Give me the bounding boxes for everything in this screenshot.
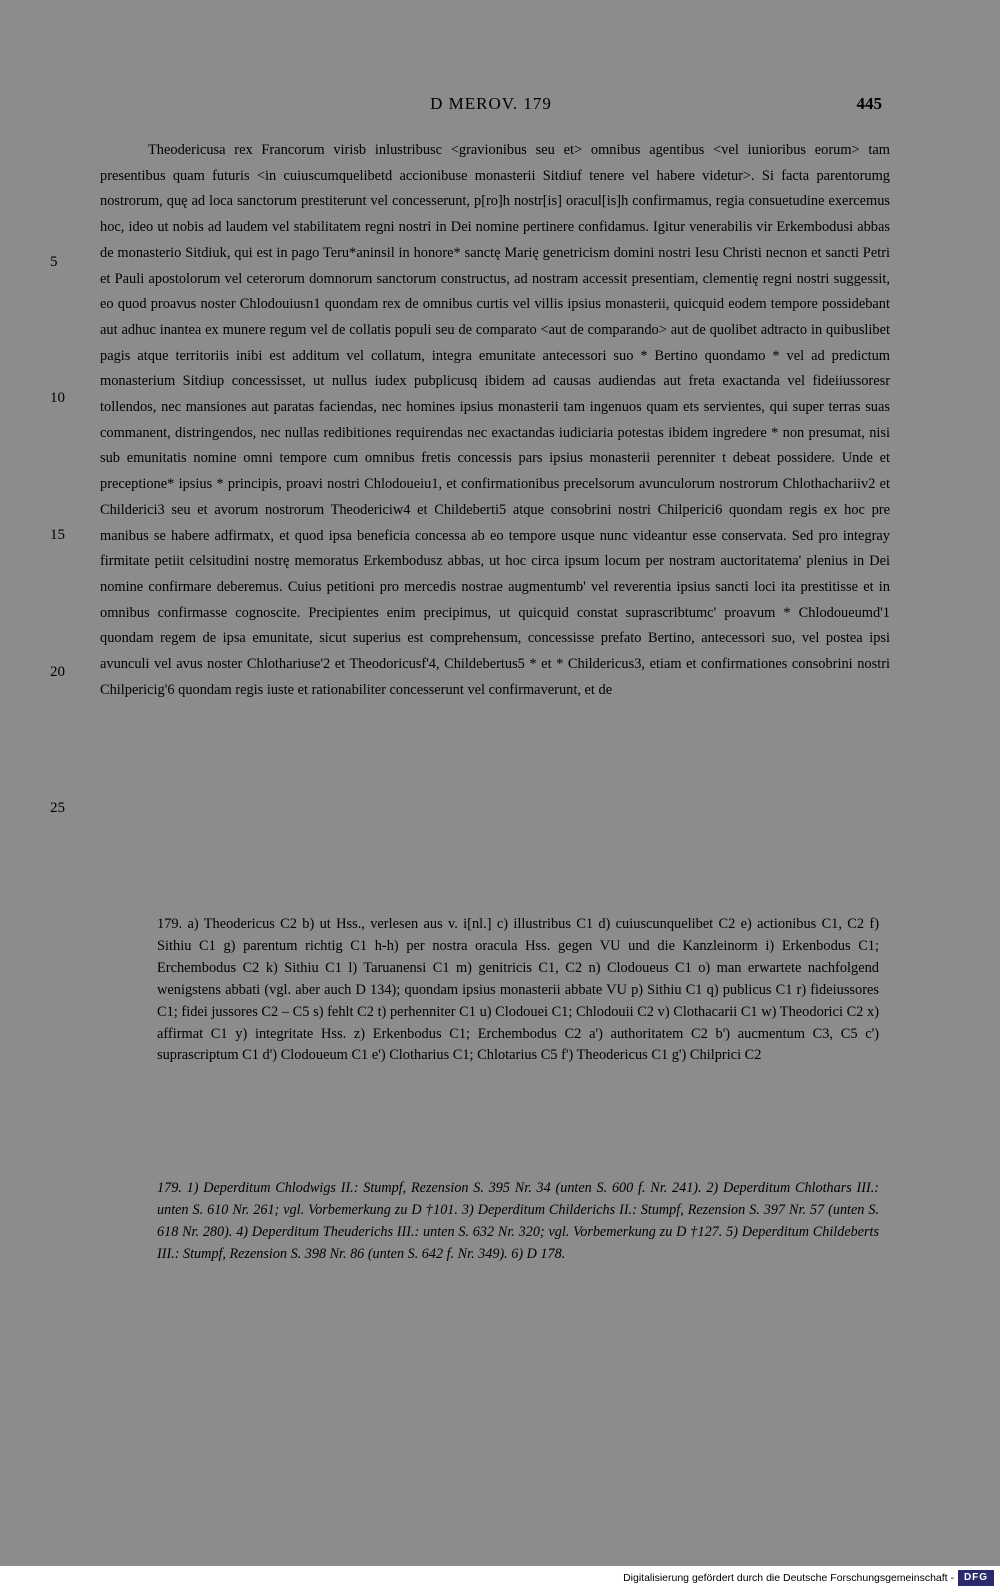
running-title: D MEROV. 179	[430, 94, 552, 113]
running-head	[100, 94, 882, 118]
footer-bar	[0, 1566, 1000, 1590]
charter-text	[100, 138, 890, 703]
line-number: 15	[50, 527, 65, 543]
charter-paragraph: Theodericusa rex Francorum virisb inlustribusc <gravionibus seu et> omnibus agentibus <vel iunioribus eorum> tam presentibus quam futuris <in cuiuscumquelibetd accionibuse monasterii Sitdiuf tenere vel habere videtur>. Si facta parentorumg nostrorum, quę ad loca sanctorum prestiterunt vel concesserunt, p[ro]h nostr[is] oracul[is]h confirmamus, regia consuetudine exercemus hoc, ideo ut nobis ad laudem vel stabilitatem regni nostri in Dei nomine pertinere confidamus. Igitur venerabilis vir Erkembodusi abbas de monasterio Sitdiuk, qui est in pago Teru*aninsil in honore* sanctę Marię genetricism domini nostri Iesu Christi necnon et sancti Petri et Pauli apostolorum vel ceterorum domnorum sanctorum constructus, ad nostram accessit presentiam, clementię regni nostri suggessit, eo quod proavus noster Chlodouiusn1 quondam rex de omnibus curtis vel villis ipsius monasterii, quicquid eodem tempore possidebant aut adhuc inantea ex munere regum vel de collatis populi seu de comparato <aut de comparando> aut de quolibet adtracto in quibuslibet pagis atque territoriis inibi est additum vel collatum, integra emunitate antecessori suo * Bertino quondamo * vel ad predictum monasterium Sitdiup concessisset, ut nullus iudex pubplicusq ibidem ad causas audiendas aut freta exactanda vel fideiiussoresr tollendos, nec mansiones aut paratas faciendas, nec homines ipsius monasterii tam ingenuos quam ets servientes, qui super terras suas commanent, distringendos, nec nullas redibitiones requirendas nec exactandas iudiciaria potestas ibidem ingredere * non presumat, nisi sub emunitatis nomine omni tempore cum omnibus fretis concessis pars ipsius monasterii perenniter t debeat possidere. Unde et preceptione* ipsius * principis, proavi nostri Chlodoueiu1, et confirmationibus precelsorum avunculorum nostrorum Chlothachariiv2 et Childerici3 seu et avorum nostrorum Theodericiw4 et Childeberti5 atque consobrini nostri Chilperici6 quondam regis ex hoc pre manibus se habere adfirmatx, et quod ipsa beneficia concessa ab eo tempore usque nunc videantur esse conservata. Sed pro integray firmitate petiit celsitudini nostrę memoratus Erkembodusz abbas, ut hoc circa ipsum locum per nostram auctoritatema' plenius in Dei nomine confirmare deberemus. Cuius petitioni pro mercedis nostrae augmentumb' vel reverentia ipsius sancti loci ita prestitisse et in omnibus confirmasse cognoscite. Precipientes enim precipimus, ut quicquid constat suprascribtumc' proavum * Chlodoueumd'1 quondam regem de ipsa emunitate, sicut superius est comprehensum, concessisse prefato Bertino, antecessori suo, vel postea ipsi avunculi vel avus noster Chlothariuse'2 et Theodoricusf'4, Childebertus5 * et * Childericus3, etiam et confirmationes consobrini nostri Chilpericig'6 quondam regis iuste et rationabiliter concesserunt vel confirmaverunt, et de	[100, 142, 890, 698]
line-number: 20	[50, 664, 65, 680]
line-number: 5	[50, 254, 58, 270]
page-number: 445	[856, 94, 882, 113]
critical-apparatus: 179. a) Theodericus C2 b) ut Hss., verlesen aus v. i[nl.] c) illustribus C1 d) cuiuscunquelibet C2 e) actionibus C1, C2 f) Sithiu C1 g) parentum richtig C1 h-h) per nostra oracula Hss. gegen VU und die Kanzleinorm i) Erkenbodus C1; Erchembodus C2 k) Sithiu C1 l) Taruanensi C1 m) genitricis C1, C2 n) Clodoueus C1 o) man erwartete nachfolgend wenigstens abbati (vgl. aber auch D 134); quondam ipsius monasterii abbate VU p) Sithiu C1 q) publicus C1 r) fideiussores C1; fidei jussores C2 – C5 s) fehlt C2 t) perhenniter C1 u) Clodouei C1; Chlodouii C2 v) Clothacarii C1 w) Theodorici C2 x) affirmat C1 y) integritate Hss. z) Erkenbodus C1; Erchembodus C2 a') authoritatem C2 b') aucmentum C3, C5 c') suprascriptum C1 d') Clodoueum C1 e') Clotharius C1; Chlotarius C5 f') Theodericus C1 g') Chilprici C2	[157, 916, 879, 1064]
line-number: 10	[50, 390, 65, 406]
dfg-logo-icon: DFG	[958, 1570, 994, 1586]
historical-notes: 179. 1) Deperditum Chlodwigs II.: Stumpf, Rezension S. 395 Nr. 34 (unten S. 600 f. Nr. 241). 2) Deperditum Chlothars III.: unten S. 610 Nr. 261; vgl. Vorbemerkung zu D †101. 3) Deperditum Childerichs II.: Stumpf, Rezension S. 397 Nr. 57 (unten S. 618 Nr. 280). 4) Deperditum Theuderichs III.: unten S. 632 Nr. 320; vgl. Vorbemerkung zu D †127. 5) Deperditum Childeberts III.: Stumpf, Rezension S. 398 Nr. 86 (unten S. 642 f. Nr. 349). 6) D 178.	[157, 1180, 879, 1262]
line-number: 25	[50, 800, 65, 816]
funding-credit: Digitalisierung gefördert durch die Deutsche Forschungsgemeinschaft -	[623, 1572, 954, 1584]
